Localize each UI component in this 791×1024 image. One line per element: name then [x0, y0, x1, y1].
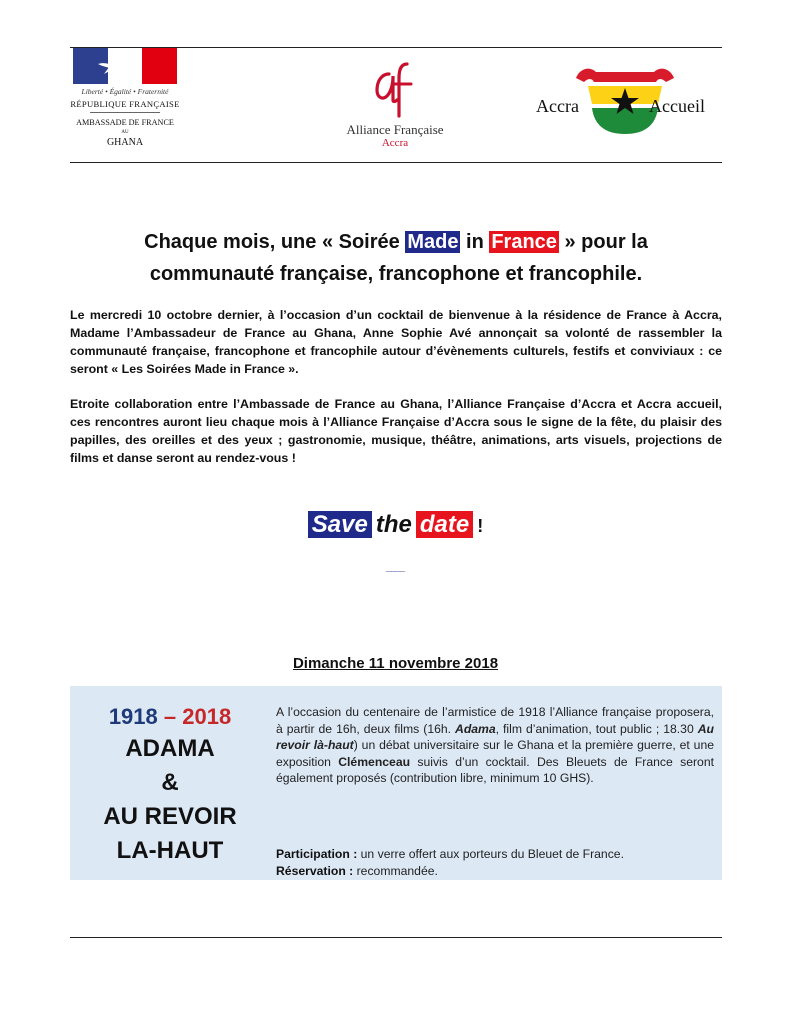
title-part3: » pour la: [558, 231, 648, 253]
event-practical-info: [276, 846, 714, 879]
title-made-highlight: Made: [407, 231, 459, 253]
event-date: Dimanche 11 novembre 2018: [292, 655, 499, 672]
year-separator: –: [157, 704, 183, 729]
event-box: [70, 686, 722, 880]
desc-au-revoir: Au revoir là-haut: [276, 721, 714, 752]
year-1918: 1918: [108, 704, 158, 729]
alliance-francaise-logo: [325, 60, 465, 160]
save-the-date: [0, 506, 791, 545]
participation-line: [276, 846, 714, 863]
title-part2: in: [460, 231, 490, 253]
page-title: [60, 226, 732, 290]
film-la-haut: LA-HAUT: [116, 837, 224, 864]
embassy-country: GHANA: [106, 137, 144, 148]
intro-paragraph: [70, 306, 722, 378]
af-city: Accra: [381, 137, 409, 149]
embassy-name: AMBASSADE DE FRANCE: [76, 118, 174, 127]
accra-accueil-logo: [536, 64, 722, 144]
intro-text-before: Le mercredi 10 octobre dernier, à l’occasion d’un cocktail de bienvenue à la résidence de France à Accra, Madame l’Ambassadeur de France au Ghana, Anne Sophie Avé annonçait sa volonté de rassembler la communauté: [70, 308, 722, 358]
desc-clemenceau: Clémenceau: [338, 754, 411, 769]
accra-word: Accra: [536, 96, 579, 116]
intro-text-after: autour d’évènements culturels, festifs et conviviaux : ce seront « Les Soirées Made in France ».: [70, 344, 722, 376]
reservation-text: recommandée.: [353, 863, 438, 878]
desc-part-c: , film d’animation, tout public ; 18.30: [495, 721, 698, 736]
event-headline: [70, 702, 270, 868]
save-word: Save: [308, 511, 372, 538]
republic-motto: Liberté • Égalité • Fraternité: [81, 87, 169, 96]
republique-francaise-logo: [70, 48, 180, 158]
logo-separator: [90, 112, 160, 113]
exclamation: !: [477, 516, 484, 536]
bottom-rule: [70, 937, 722, 938]
desc-part-a: A l’occasion du centenaire de l’armistice de 1918 l’Alliance française proposera, à partir de 16h, deux films (16h.: [276, 705, 714, 736]
event-years: [70, 702, 270, 732]
title-france-highlight: France: [491, 231, 557, 253]
marianne-profile-icon: [88, 54, 150, 80]
event-description: [276, 704, 714, 787]
header-bottom-rule: [70, 162, 722, 163]
year-2018: 2018: [182, 704, 232, 729]
republic-name: RÉPUBLIQUE FRANÇAISE: [70, 99, 180, 109]
participation-text: un verre offert aux porteurs du Bleuet de France.: [357, 847, 624, 861]
reservation-label: Réservation :: [276, 863, 354, 878]
reservation-line: [276, 863, 714, 880]
ampersand: &: [161, 769, 179, 796]
title-part1: Chaque mois, une « Soirée: [144, 231, 406, 253]
intro-text-bold: française, francophone et francophile: [151, 344, 378, 358]
participation-label: Participation :: [276, 847, 358, 861]
desc-part-e: ) un débat universitaire sur le Ghana et la première guerre, et une exposition: [276, 738, 715, 769]
the-word: the: [375, 511, 412, 538]
af-name: Alliance Française: [346, 122, 444, 137]
desc-part-g: suivis d’un cocktail. Des Bleuets de France seront également proposés (contribution libre, minimum 10 GHS).: [276, 754, 715, 785]
collaboration-paragraph: Etroite collaboration entre l’Ambassade de France au Ghana, l’Alliance Française d’Accra et Accra accueil, ces rencontres auront lieu chaque mois à l’Alliance Française d’Accra sous le signe de la fête, du plaisir des papilles, des oreilles et des yeux ; gastronomie, musique, théâtre, animations, arts visuels, projections de films et danse seront au rendez-vous !: [70, 397, 722, 465]
af-monogram-icon: [365, 60, 425, 118]
accueil-word: Accueil: [649, 96, 705, 116]
desc-adama: Adama: [455, 721, 496, 736]
title-line2: communauté française, francophone et francophile.: [149, 263, 643, 285]
decorative-dash: ____: [385, 562, 405, 573]
film-au-revoir: AU REVOIR: [103, 803, 237, 830]
embassy-au: AU: [121, 130, 129, 135]
film-adama: ADAMA: [125, 735, 215, 762]
date-word: date: [416, 511, 473, 538]
